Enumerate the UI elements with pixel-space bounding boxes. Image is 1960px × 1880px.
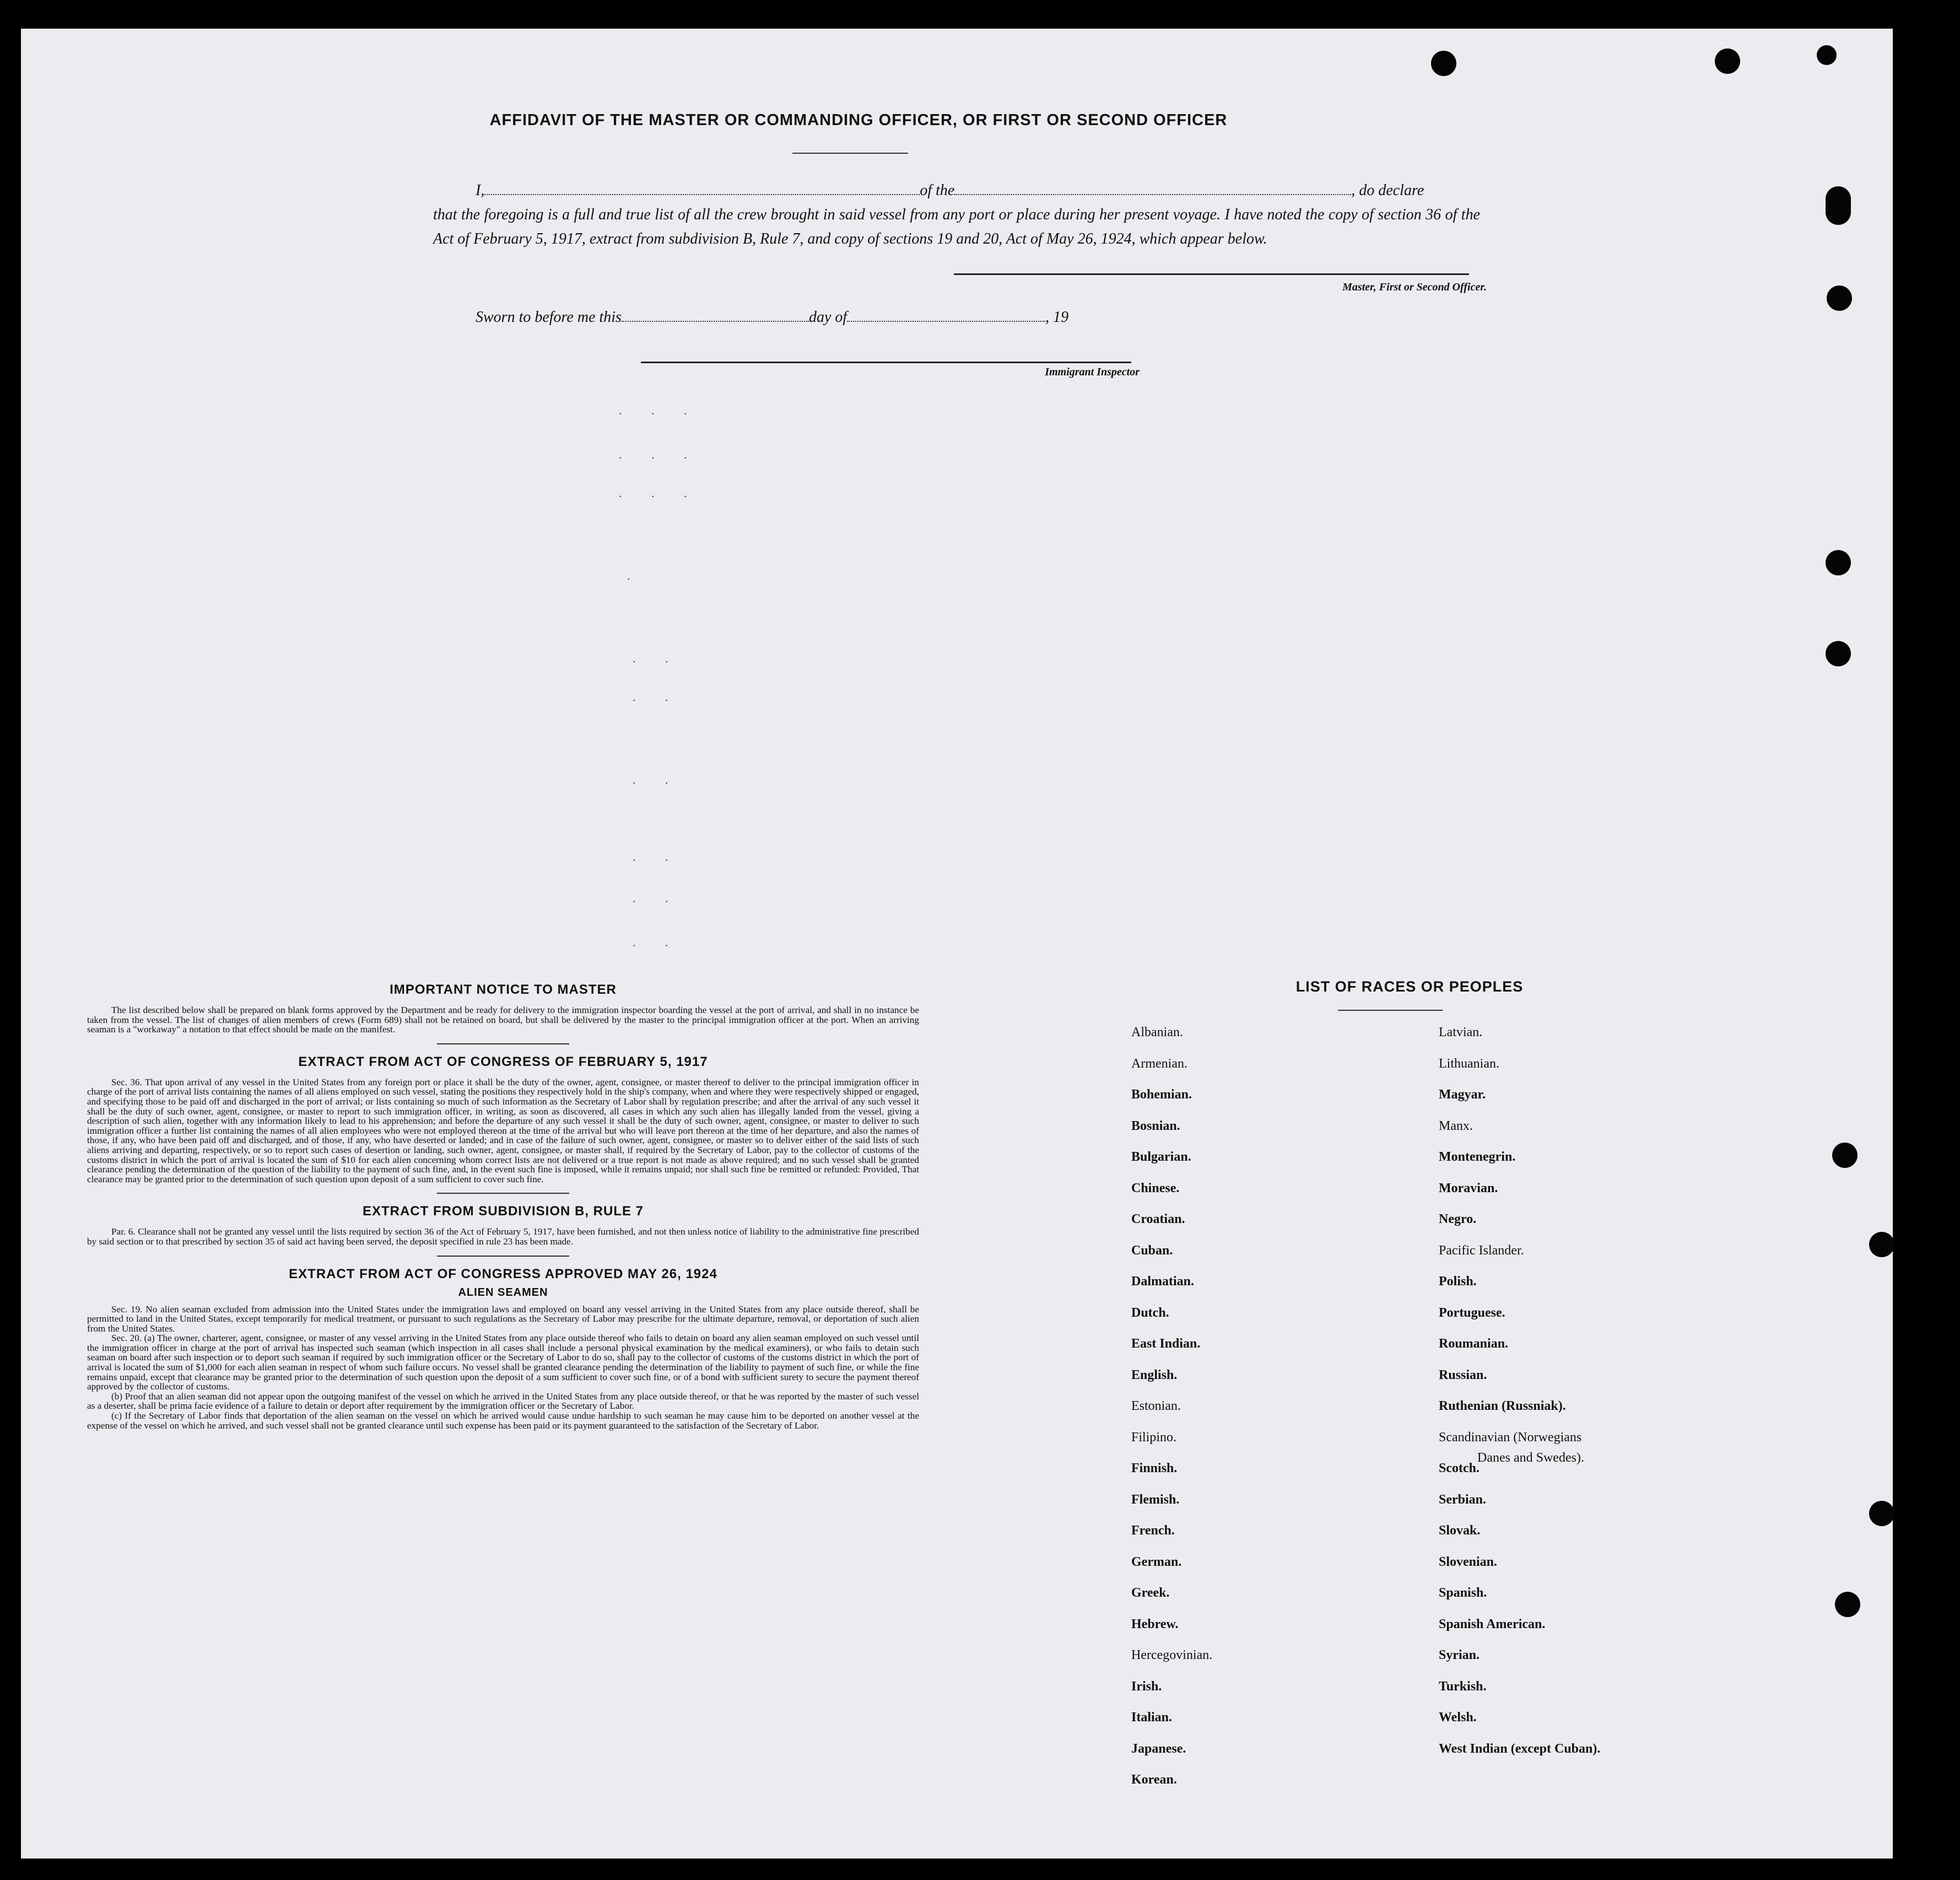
race-item: Russian. (1439, 1367, 1487, 1382)
race-item: Syrian. (1439, 1648, 1480, 1662)
race-item: Magyar. (1439, 1087, 1486, 1102)
race-item: Scotch. (1439, 1461, 1480, 1475)
races-divider (1338, 1010, 1443, 1011)
sec-19-text: Sec. 19. No alien seaman excluded from admission into the United States under the immigration laws and employed on board any vessel arriving in the United States from any place outside thereof, shall be permitted to land in the United States, except temporarily for medical treatment, or pursuant to such regulations as the Secretary of Labor may prescribe for the ultimate departure, removal, or deportation of such alien from the United States. (87, 1303, 919, 1334)
race-item: Turkish. (1439, 1679, 1487, 1694)
race-item: Italian. (1131, 1710, 1173, 1725)
race-item: Bosnian. (1131, 1118, 1180, 1133)
declaration-first-line (476, 179, 1762, 203)
affidavit-title: AFFIDAVIT OF THE MASTER OR COMMANDING OFFICER, OR FIRST OR SECOND OFFICER (489, 111, 1228, 129)
race-item: Roumanian. (1439, 1337, 1509, 1351)
sworn-day-field[interactable] (622, 309, 809, 322)
form-page (21, 29, 1893, 1859)
race-item: Hercegovinian. (1131, 1648, 1213, 1662)
race-item: German. (1131, 1554, 1182, 1569)
race-item: Pacific Islander. (1439, 1243, 1524, 1258)
bleed-dots: . . . (619, 486, 700, 500)
race-item: Slovenian. (1439, 1554, 1498, 1569)
race-item: Negro. (1439, 1212, 1477, 1226)
race-item: Armenian. (1131, 1056, 1187, 1071)
section-divider (437, 1256, 569, 1257)
punch-hole (1869, 1232, 1894, 1257)
race-item: Greek. (1131, 1586, 1170, 1600)
race-item: Portuguese. (1439, 1305, 1505, 1320)
race-item: East Indian. (1131, 1337, 1201, 1351)
race-item: Hebrew. (1131, 1617, 1179, 1631)
race-item: Estonian. (1131, 1399, 1181, 1413)
extract-1924-title: EXTRACT FROM ACT OF CONGRESS APPROVED MAY 26, 1924 (289, 1266, 717, 1281)
master-signature-label: Master, First or Second Officer. (1342, 281, 1487, 293)
race-item: Slovak. (1439, 1523, 1481, 1538)
declarant-prefix: I, (476, 182, 485, 199)
race-item: Manx. (1439, 1118, 1473, 1133)
bleed-dots: . (627, 569, 644, 583)
race-item: Latvian. (1439, 1025, 1483, 1039)
punch-hole (1431, 51, 1456, 76)
punch-hole (1832, 1143, 1858, 1168)
race-item: Finnish. (1131, 1461, 1178, 1475)
bleed-dots: . . . (619, 448, 700, 461)
race-item-continuation: Danes and Swedes). (1477, 1451, 1584, 1465)
race-item: Cuban. (1131, 1243, 1173, 1258)
race-item: Chinese. (1131, 1181, 1180, 1195)
race-item: Polish. (1439, 1274, 1477, 1289)
declarant-name-field[interactable] (484, 182, 920, 195)
race-item: French. (1131, 1523, 1175, 1538)
sec-20a-text: Sec. 20. (a) The owner, charterer, agent, consignee, or master of any vessel arriving in the United States from any place outside thereof who fails to detain on board any alien seaman employed on such vessel until the immigration officer in charge at the port of arrival has inspected such seaman (which inspection in all cases shall include a personal physical examination by the medical examiners), or who fails to detain such seaman on board after such inspection or to deport such seaman if required by such immigration officer or the Secretary of Labor to do so, shall pay to the collector of customs of the customs district in which the port of arrival is located the sum of $1,000 for each alien seaman in respect of whom such failure occurs. No vessel shall be granted clearance pending the determination of the liability to payment of such fine, or while the fine remains unpaid, except that clearance may be granted prior to the determination of such question upon the deposit of a sum sufficient to cover such fine, or of a bond with sufficient surety to secure the payment thereof approved by the collector of customs. (87, 1333, 919, 1392)
race-item: Montenegrin. (1439, 1150, 1516, 1164)
title-divider (792, 153, 908, 154)
do-declare-label: , do declare (1351, 182, 1424, 199)
punch-hole (1817, 45, 1837, 65)
bleed-dots: . . (633, 891, 682, 905)
notice-text: The list described below shall be prepared on blank forms approved by the Department and be ready for delivery to the immigration inspector boarding the vessel at the port of arrival, and shall in no instance be taken from the vessel. The list of changes of alien members of crews (Form 689) shall not be retained on board, but shall be delivered by the master to the principal immigration officer at the port. When an arriving seaman is a "workaway" a notation to that effect should be made on the manifest. (87, 1005, 919, 1035)
day-of-label: day of (808, 309, 847, 326)
section-divider (437, 1193, 569, 1194)
rule-7-text: Par. 6. Clearance shall not be granted any vessel until the lists required by section 36 of the Act of February 5, 1917, have been furnished, and not then unless notice of liability to the administrative fine prescribed by said section or to that prescribed by section 35 of said act having been served, the deposit specified in rule 23 has been made. (87, 1226, 919, 1247)
year-label: , 19 (1045, 309, 1069, 326)
section-divider (437, 1043, 569, 1044)
inspector-signature-label: Immigrant Inspector (1045, 366, 1140, 378)
sec-20c-text: (c) If the Secretary of Labor finds that deportation of the alien seaman on the vessel on which he arrived would cause undue hardship to such seaman he may cause him to be deported on another vessel at the expense of the vessel on which he arrived, and such vessel shall not be granted clearance until such expense has been paid or its payment guaranteed to the satisfaction of the Secretary of Labor. (87, 1410, 919, 1431)
punch-hole (1869, 1501, 1894, 1526)
sec-20b-text: (b) Proof that an alien seaman did not appear upon the outgoing manifest of the vessel on which he arrived in the United States from any place outside thereof, or that he was reported by the master of such vessel as a deserter, shall be prima facie evidence of a failure to detain or deport after requirement by the immigration officer or the Secretary of Labor. (87, 1391, 919, 1412)
bleed-dots: . . (633, 690, 682, 704)
races-title: LIST OF RACES OR PEOPLES (1295, 978, 1524, 995)
race-item: Welsh. (1439, 1710, 1477, 1725)
alien-seamen-subtitle: ALIEN SEAMEN (458, 1286, 548, 1299)
sworn-line (476, 305, 1192, 330)
race-item: Flemish. (1131, 1492, 1180, 1507)
race-item: Spanish American. (1439, 1617, 1546, 1631)
race-item: Irish. (1131, 1679, 1162, 1694)
race-item: West Indian (except Cuban). (1439, 1741, 1601, 1756)
master-signature-line[interactable] (954, 273, 1469, 275)
bleed-dots: . . (633, 651, 682, 665)
race-item: Albanian. (1131, 1025, 1183, 1039)
declaration-text: that the foregoing is a full and true list of all the crew brought in said vessel from any port or place during her present voyage. I have noted the copy of section 36 of the Act of February 5, 1917, extract from subdivision B, Rule 7, and copy of sections 19 and 20, Act of May 26, 1924, which appear below. (433, 206, 1480, 247)
extract-1917-title: EXTRACT FROM ACT OF CONGRESS OF FEBRUARY 5, 1917 (298, 1054, 708, 1069)
punch-hole (1826, 641, 1851, 666)
race-item: Dutch. (1131, 1305, 1169, 1320)
race-item: Spanish. (1439, 1586, 1487, 1600)
race-item: Bohemian. (1131, 1087, 1192, 1102)
race-item: Japanese. (1131, 1741, 1186, 1756)
punch-hole (1835, 1592, 1860, 1617)
bleed-dots: . . (633, 850, 682, 864)
notice-title: IMPORTANT NOTICE TO MASTER (390, 982, 617, 997)
inspector-signature-line[interactable] (641, 362, 1131, 363)
punch-hole (1826, 550, 1851, 575)
extract-1917-text: Sec. 36. That upon arrival of any vessel in the United States from any foreign port or place it shall be the duty of the owner, agent, consignee, or master thereof to deliver to the principal immigration officer in charge of the port of arrival lists containing the names of all aliens employed on such vessel, stating the positions they respectively hold in the ship's company, when and where they were respectively shipped or engaged, and specifying those to be paid off and discharged in the port of arrival; or lists containing so much of such information as the Secretary of Labor shall by regulation prescribe; and after the arrival of any such vessel it shall be the duty of such owner, agent, consignee, or master to report to such immigration officer, in writing, as soon as discovered, all cases in which any such alien has illegally landed from the vessel, giving a description of such alien, together with any information likely to lead to his apprehension; and before the departure of any such vessel it shall be the duty of such owner, agent, consignee, or master to deliver to such immigration officer a further list containing the names of all alien employees who were not employed thereon at the time of the arrival but who will leave port thereon at the time of her departure, and also the names of those, if any, who have been paid off and discharged, and of those, if any, who have deserted or landed; and in case of the failure of such owner, agent, consignee, or master so to deliver either of the said lists of such aliens arriving and departing, respectively, or so to report such cases of desertion or landing, such owner, agent, consignee, or master shall, if required by the Secretary of Labor, pay to the collector of customs of the customs district in which the port of arrival is located the sum of $10 for each alien concerning whom correct lists are not delivered or a true report is not made as above required; and no such vessel shall be granted clearance pending the determination of the question of the liability to the payment of such fine, and, in the event such fine is imposed, while it remains unpaid; nor shall such fine be remitted or refunded: Provided, That clearance may be granted prior to the determination of such question upon deposit of a sum sufficient to cover such fine. (87, 1076, 919, 1184)
punch-hole (1715, 49, 1740, 74)
race-item: Korean. (1131, 1773, 1177, 1787)
punch-hole (1826, 186, 1851, 225)
bleed-dots: . . (633, 773, 682, 787)
race-item: Lithuanian. (1439, 1056, 1499, 1071)
sworn-month-field[interactable] (847, 309, 1045, 322)
race-item: Ruthenian (Russniak). (1439, 1399, 1566, 1413)
race-item: Serbian. (1439, 1492, 1487, 1507)
of-the-label: of the (920, 182, 955, 199)
race-item: Filipino. (1131, 1430, 1177, 1445)
race-item: Bulgarian. (1131, 1150, 1191, 1164)
bleed-dots: . . (633, 935, 682, 949)
race-item: English. (1131, 1367, 1178, 1382)
race-item: Dalmatian. (1131, 1274, 1194, 1289)
race-item: Croatian. (1131, 1212, 1185, 1226)
punch-hole (1827, 285, 1852, 311)
vessel-name-field[interactable] (954, 182, 1351, 195)
race-item: Moravian. (1439, 1181, 1498, 1195)
rule-7-title: EXTRACT FROM SUBDIVISION B, RULE 7 (362, 1204, 644, 1219)
bleed-dots: . . . (619, 403, 700, 417)
sworn-label: Sworn to before me this (476, 309, 622, 326)
legal-notices (87, 982, 919, 1430)
race-item: Scandinavian (Norwegians (1439, 1430, 1582, 1445)
